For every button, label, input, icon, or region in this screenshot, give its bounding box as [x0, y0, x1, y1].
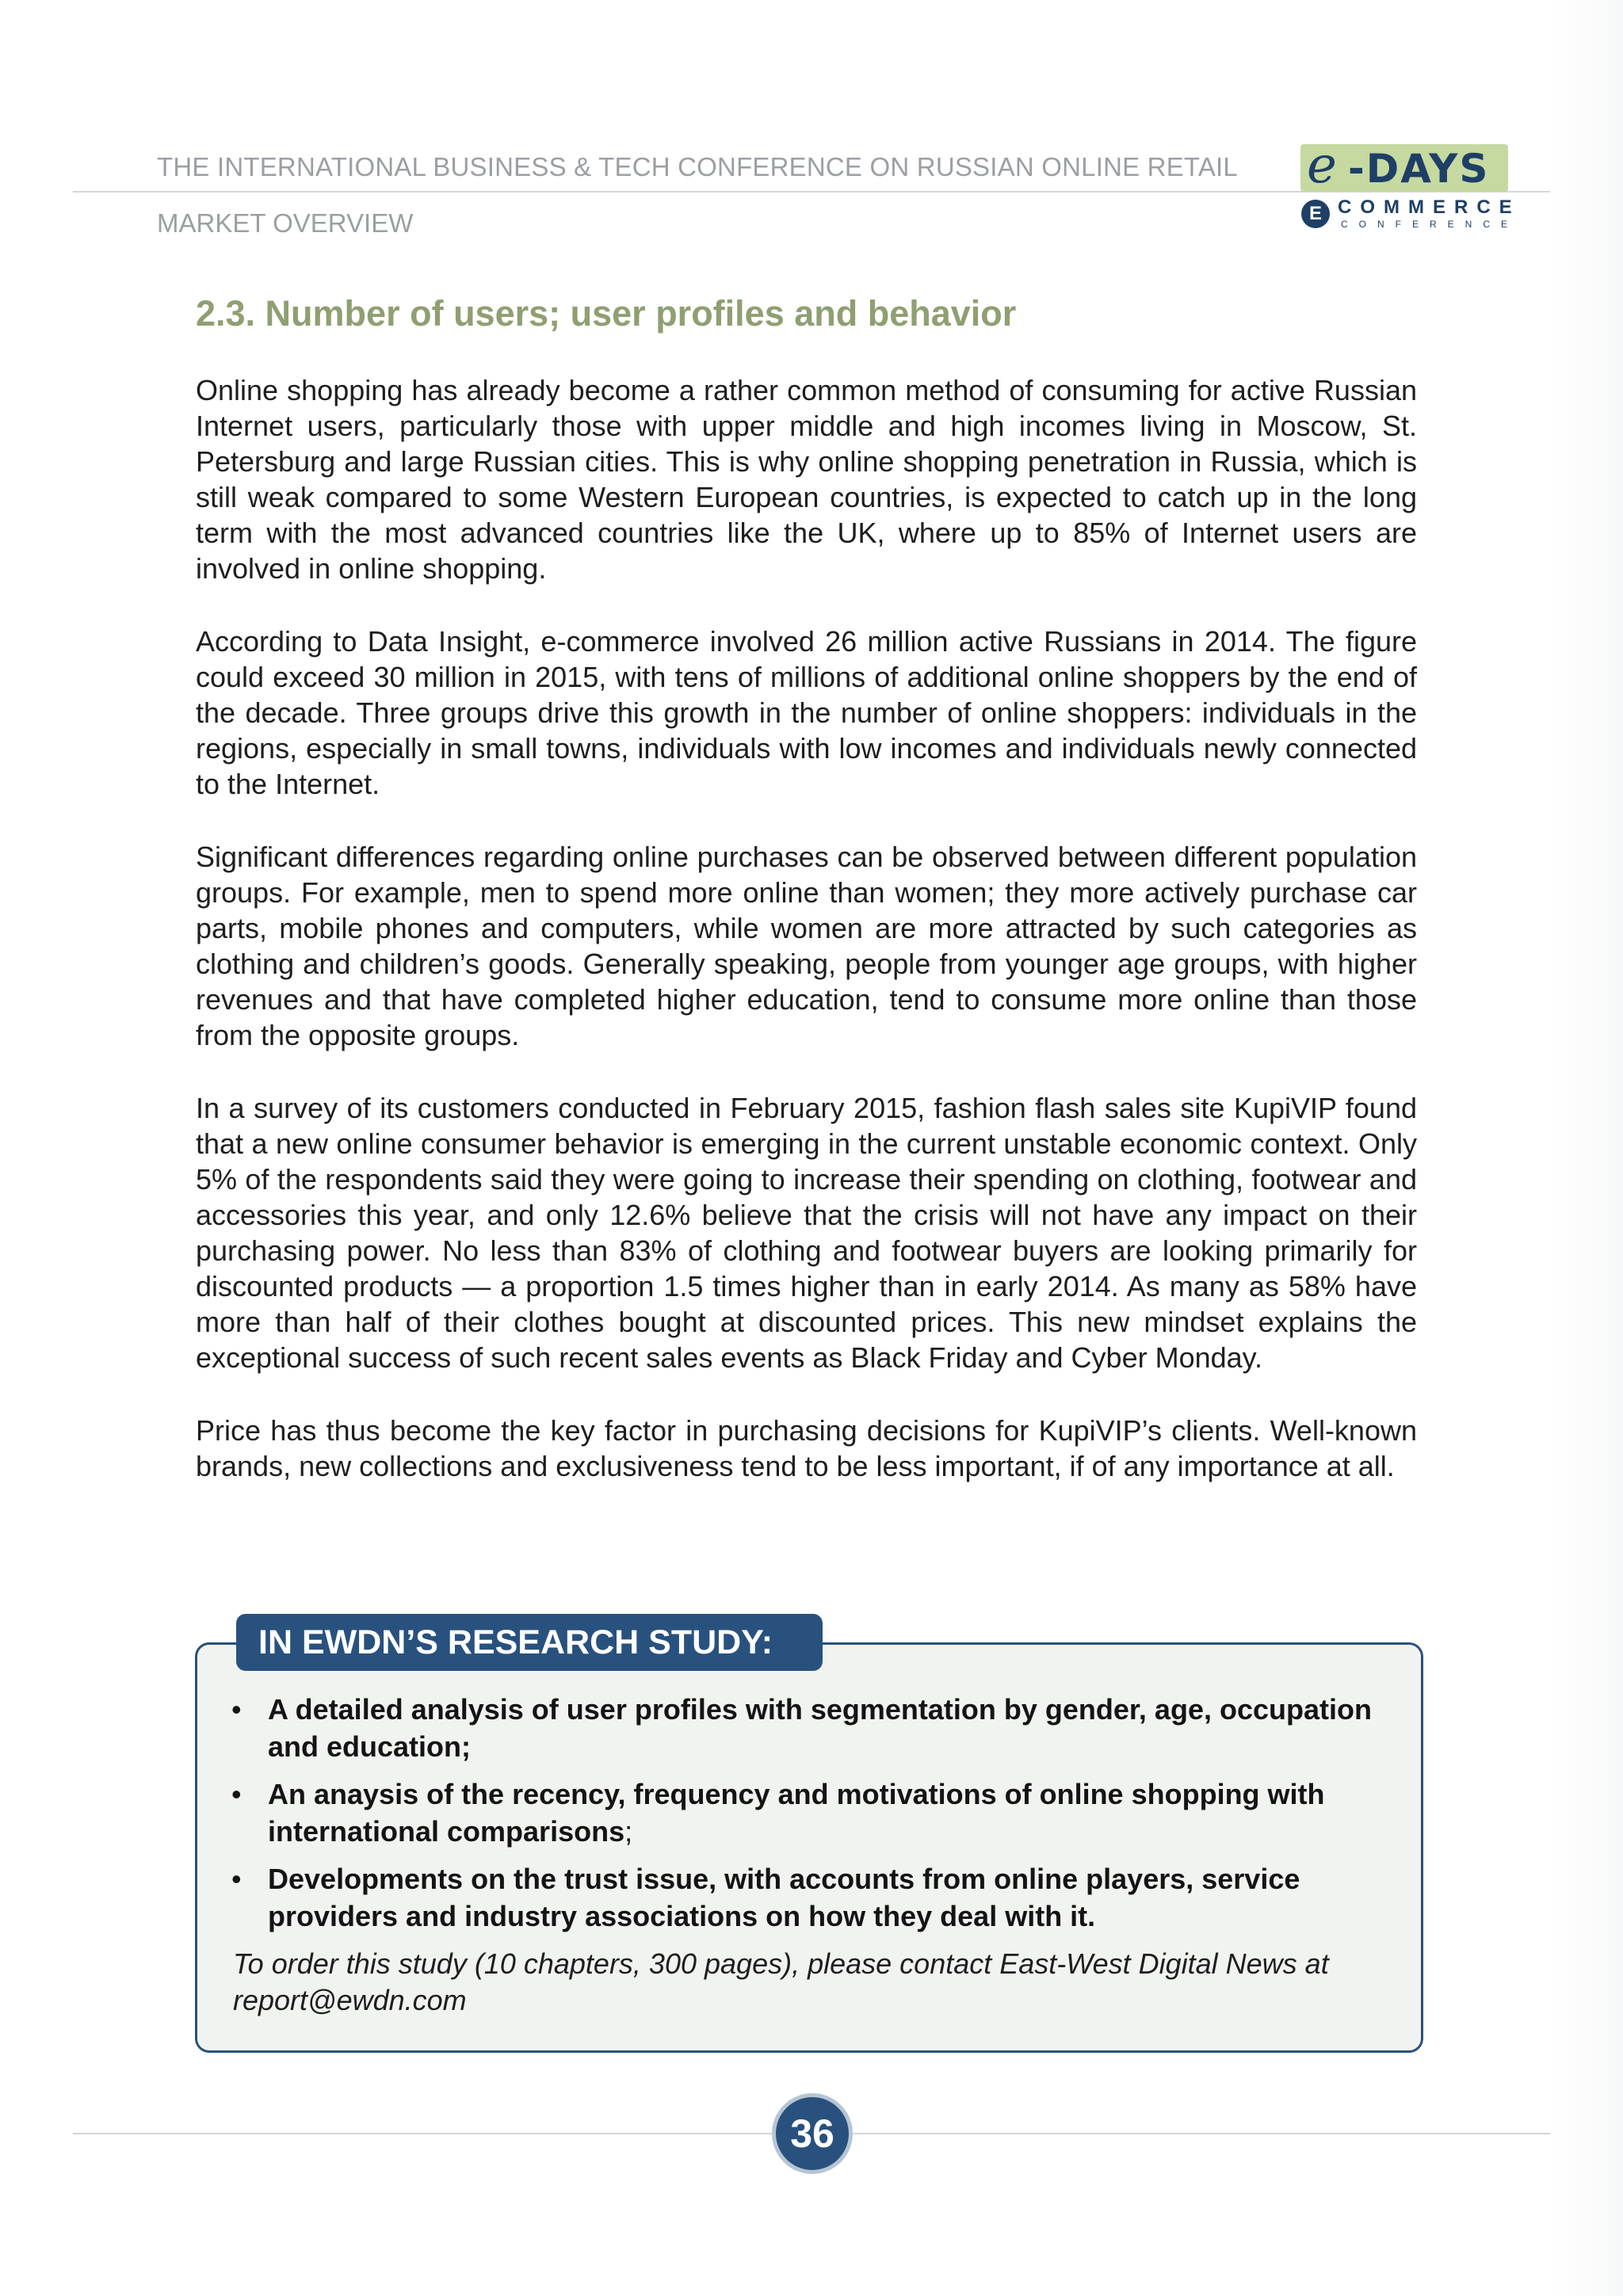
- edays-logo: [1296, 136, 1521, 231]
- order-note: To order this study (10 chapters, 300 pages), please contact East-West Digital News at report@ewdn.com: [233, 1947, 1329, 2016]
- list-item-text: Developments on the trust issue, with accounts from online players, service providers and industry associations on how they deal with it.: [268, 1863, 1300, 1932]
- paragraph: Significant differences regarding online purchases can be observed between different population groups. For example, men to spend more online than women; they more actively purchase car parts, mobile phones and computers, while women are more attracted by such categories as clothing and children’s goods. Generally speaking, people from younger age groups, with higher revenues and that have completed higher education, tend to consume more online than those from the opposite groups.: [196, 841, 1417, 1051]
- paragraph: Online shopping has already become a rather common method of consuming for active Russian Internet users, particularly those with upper middle and high incomes living in Moscow, St. Petersburg and large Russian cities. This is why online shopping penetration in Russia, which is still weak compared to some Western European countries, is expected to catch up in the long term with the most advanced countries like the UK, where up to 85% of Internet users are involved in online shopping.: [196, 374, 1417, 585]
- study-features-list: [227, 1691, 1384, 1945]
- page-number-badge: 36: [772, 2093, 853, 2174]
- paragraph: Price has thus become the key factor in purchasing decisions for KupiVIP’s clients. Well-known brands, new collections and exclusiveness tend to be less important, if of any importance at all.: [196, 1414, 1417, 1482]
- section-label: MARKET OVERVIEW: [157, 208, 414, 238]
- page-edge-shade: [1553, 0, 1623, 2296]
- logo-e-letter: e: [1307, 136, 1337, 195]
- list-item: [227, 1691, 1384, 1765]
- bullet-icon: •: [231, 1778, 242, 1810]
- list-item-text: An anaysis of the recency, frequency and motivations of online shopping with international comparisons: [268, 1778, 1325, 1848]
- logo-conference-text: CONFERENCE: [1341, 219, 1519, 230]
- list-item-tail: ;: [624, 1815, 633, 1848]
- list-item: [227, 1860, 1384, 1935]
- bullet-icon: •: [231, 1693, 242, 1726]
- paragraph: According to Data Insight, e-commerce involved 26 million active Russians in 2014. The figure could exceed 30 million in 2015, with tens of millions of additional online shoppers by the end of the decade. Three groups drive this growth in the number of online shoppers: individuals in the regions, especially in small towns, individuals with low incomes and individuals newly connected to the Internet.: [196, 625, 1417, 800]
- list-item: [227, 1775, 1384, 1850]
- list-item-text: A detailed analysis of user profiles with segmentation by gender, age, occupation and education;: [268, 1693, 1372, 1763]
- article-body: [196, 372, 1417, 1521]
- logo-banner: [1300, 136, 1508, 195]
- logo-days-word: -DAYS: [1348, 146, 1490, 192]
- logo-e-badge-icon: E: [1301, 200, 1330, 228]
- section-heading: 2.3. Number of users; user profiles and behavior: [196, 293, 1017, 334]
- conference-title: THE INTERNATIONAL BUSINESS & TECH CONFERENCE ON RUSSIAN ONLINE RETAIL: [157, 152, 1238, 181]
- paragraph: In a survey of its customers conducted in February 2015, fashion flash sales site KupiVIP found that a new online consumer behavior is emerging in the current unstable economic context. Only 5% of the respondents said they were going to increase their spending on clothing, footwear and accessories this year, and only 12.6% believe that the crisis will not have any impact on their purchasing power. No less than 83% of clothing and footwear buyers are looking primarily for discounted products — a proportion 1.5 times higher than in early 2014. As many as 58% have more than half of their clothes bought at discounted prices. This new mindset explains the exceptional success of such recent sales events as Black Friday and Cyber Monday.: [196, 1092, 1417, 1374]
- callout-title: IN EWDN’S RESEARCH STUDY:: [236, 1614, 823, 1671]
- logo-commerce-text: COMMERCE: [1338, 196, 1521, 218]
- bullet-icon: •: [231, 1863, 242, 1895]
